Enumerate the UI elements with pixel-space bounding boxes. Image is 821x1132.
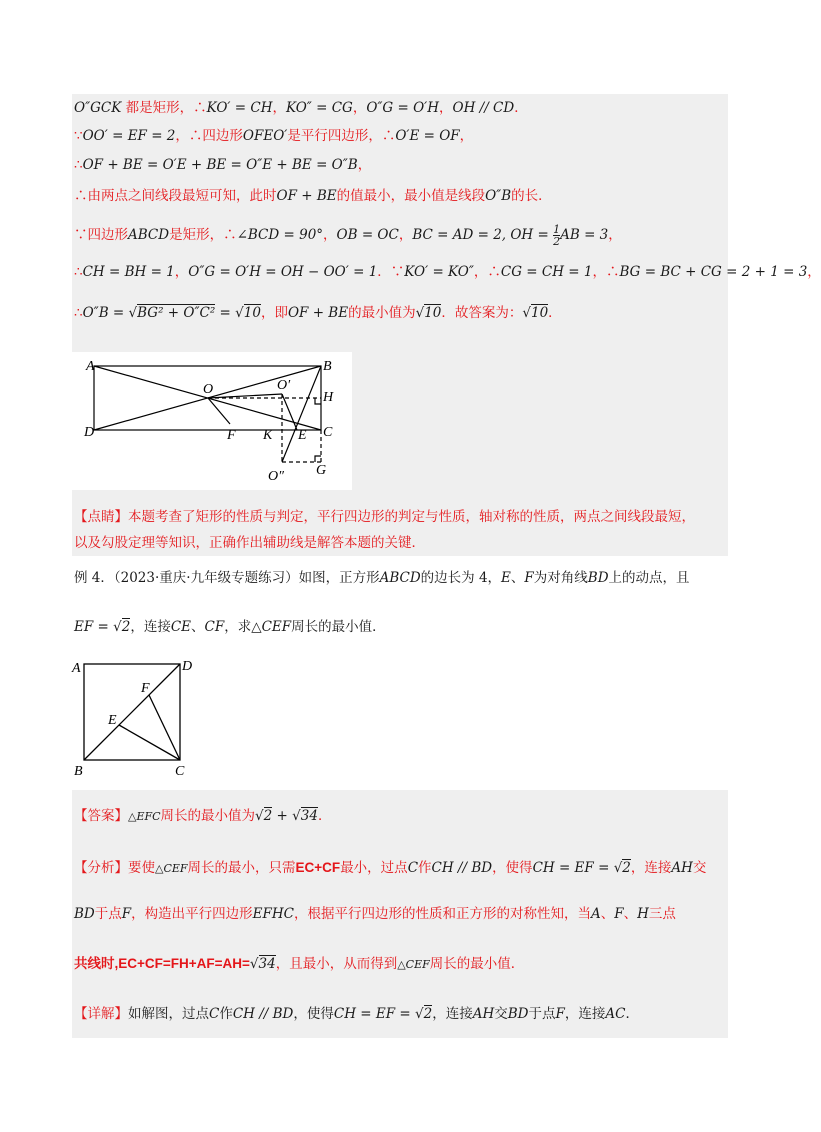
text: 最小，过点 (340, 860, 408, 876)
text: 三点 (648, 906, 676, 922)
text: ． (317, 808, 332, 824)
text: ． (514, 100, 528, 116)
math: O″B = (82, 305, 129, 321)
math: KO′ = KO″ (404, 264, 474, 280)
text: ， (357, 157, 372, 173)
text: ．故答案为： (441, 305, 523, 321)
math: O′E = OF (395, 128, 460, 144)
text: ， (352, 100, 367, 116)
label-g: G (316, 463, 327, 478)
analysis-tag: 【分析】 (74, 860, 128, 876)
sqrt-radicand: 2 (263, 808, 273, 824)
math: = (215, 305, 236, 321)
math: AB = 3 (560, 227, 609, 243)
math: △CEF (155, 862, 188, 875)
solution-line-2 (74, 126, 473, 146)
math: CH = EF = (532, 860, 614, 876)
text: ，且最小，从而得到 (275, 956, 398, 972)
example-4-line-1 (74, 568, 690, 588)
sqrt-radicand: 2 (121, 619, 131, 635)
solution-line-4 (74, 186, 552, 206)
math: CH // BD (232, 1006, 294, 1022)
text: 周长的最小值为 (160, 808, 256, 824)
math: CE (170, 619, 192, 635)
math: + (272, 808, 293, 824)
math: H (637, 906, 649, 922)
label-k: K (263, 428, 273, 443)
text: 是平行四边形，∴ (287, 128, 396, 144)
text: 共线时,EC+CF=FH+AF=AH= (74, 956, 250, 971)
text: 的最小值为 (348, 305, 416, 321)
math: F (555, 1006, 565, 1022)
math: EFHC (252, 906, 294, 922)
sqrt: √34 (249, 956, 276, 972)
math: KO′ = CH (206, 100, 273, 116)
analysis-line-2 (74, 904, 676, 924)
comment-line-1 (74, 507, 695, 527)
math: O″G = O′H (366, 100, 440, 116)
solution-line-1 (74, 98, 528, 118)
solution-line-3 (74, 155, 371, 175)
solution-line-7 (74, 303, 562, 323)
math: A (590, 906, 601, 922)
text: 都是矩形，∴ (121, 100, 207, 116)
math: BD (507, 1006, 529, 1022)
math: EF = (74, 619, 114, 635)
analysis-line-3 (74, 954, 524, 975)
answer-tag: 【答案】 (74, 808, 128, 824)
text: 的值最小，最小值是线段 (336, 188, 486, 204)
text: ∴ (74, 305, 83, 321)
math: O″G = O′H = OH − OO′ = 1 (188, 264, 378, 280)
text: 作 (219, 1006, 233, 1022)
text: 周长的最小值． (429, 956, 525, 972)
math: CH // BD (431, 860, 493, 876)
math: C (209, 1006, 220, 1022)
label-o: O (203, 382, 214, 397)
text: EC+CF (295, 860, 341, 875)
text: ，使得 (293, 1006, 334, 1022)
math: AC (605, 1006, 626, 1022)
text: 上的动点，且 (608, 570, 690, 586)
label-c: C (175, 764, 185, 779)
text: 如解图，过点 (128, 1006, 209, 1022)
text: 交 (692, 860, 707, 876)
text: ．∵ (377, 264, 405, 280)
math: OF + BE (276, 188, 337, 204)
math: △CEF (251, 619, 292, 635)
math: ABCD (379, 570, 421, 586)
math: BD (74, 906, 95, 922)
text: ， (608, 227, 622, 243)
sqrt-radicand: 10 (243, 305, 261, 321)
text: ， (174, 264, 189, 280)
text: ， (323, 227, 337, 243)
sqrt: √2 (113, 619, 131, 635)
sqrt-radicand: 2 (423, 1006, 433, 1022)
sqrt: √10 (522, 305, 549, 321)
label-o-prime: O′ (277, 378, 291, 393)
math: O″B (485, 188, 512, 204)
sqrt: √2 (613, 860, 631, 876)
text: ∵ (74, 128, 83, 144)
math: OF + BE = O′E + BE = O″E + BE = O″B (82, 157, 358, 173)
text: ，∴ (592, 264, 620, 280)
text: 的长． (511, 188, 552, 204)
math: C (407, 860, 419, 876)
math: OF + BE (287, 305, 349, 321)
text: 、 (510, 570, 525, 586)
text: 以及勾股定理等知识，正确作出辅助线是解答本题的关键． (74, 535, 425, 551)
math: AH (671, 860, 693, 876)
sqrt-radicand: 2 (622, 860, 631, 876)
label-d: D (84, 425, 95, 440)
segment-o-prime-e (282, 394, 297, 430)
right-angle-h (315, 398, 321, 404)
math: △CEF (397, 958, 430, 971)
label-a: A (86, 359, 95, 374)
example-4-line-2 (74, 617, 386, 637)
text: 本题考查了矩形的性质与判定，平行四边形的判定与性质，轴对称的性质，两点之间线段最短， (128, 509, 695, 525)
text: 于点 (94, 906, 122, 922)
text: ，连接 (130, 619, 171, 635)
text: ，使得 (492, 860, 533, 876)
sqrt: √10 (235, 305, 261, 321)
math: F (614, 906, 624, 922)
right-angle-g (315, 456, 321, 462)
solution-line-5 (74, 224, 622, 247)
sqrt-radicand: BG² + O″C² (137, 305, 216, 321)
label-e: E (108, 713, 117, 728)
text: 例 4．（2023·重庆·九年级专题练习）如图，正方形 (74, 570, 380, 586)
sqrt-radicand: 10 (530, 305, 549, 321)
label-d: D (182, 659, 193, 674)
text: 周长的最小值． (291, 619, 386, 635)
figure-1 (72, 352, 352, 490)
text: 周长的最小，只需 (187, 860, 296, 876)
detail-line (74, 1004, 639, 1024)
text: ∴ (74, 157, 83, 173)
text: 是矩形，∴ (169, 227, 237, 243)
text: 、 (600, 906, 615, 922)
text: 、 (191, 619, 205, 635)
analysis-line-1 (74, 858, 706, 879)
sqrt-radicand: 34 (258, 956, 276, 972)
text: ，∴四边形 (175, 128, 243, 144)
answer-line (74, 806, 331, 827)
sqrt: √2 (415, 1006, 433, 1022)
segment-ce (119, 725, 180, 760)
detail-tag: 【详解】 (74, 1006, 128, 1022)
math: E (501, 570, 511, 586)
text: ，构造出平行四边形 (131, 906, 253, 922)
text: ， (807, 264, 821, 280)
math: △EFC (128, 810, 161, 823)
text: 交 (494, 1006, 508, 1022)
sqrt: √BG² + O″C² (128, 305, 216, 321)
text: 要使 (128, 860, 155, 876)
math: BG = BC + CG = 2 + 1 = 3 (619, 264, 808, 280)
text: ，连接 (630, 860, 672, 876)
denominator: 2 (553, 235, 561, 248)
text: ，连接 (432, 1006, 473, 1022)
label-a: A (72, 661, 81, 676)
text: ，∴ (473, 264, 501, 280)
text: ， (272, 100, 286, 116)
text: 、 (623, 906, 638, 922)
segment-of (208, 398, 230, 424)
math: OFEO′ (242, 128, 288, 144)
sqrt-radicand: 10 (424, 305, 442, 321)
math: ABCD (128, 227, 170, 243)
label-e: E (298, 428, 307, 443)
text: ， (398, 227, 413, 243)
math: ∠BCD = 90° (236, 227, 324, 243)
math: O″GCK (74, 100, 122, 116)
math: CG = CH = 1 (500, 264, 593, 280)
text: ， (439, 100, 453, 116)
text: ． (625, 1006, 639, 1022)
math: CF (204, 619, 225, 635)
diagonal-bd (84, 664, 180, 760)
sqrt: √2 (255, 808, 273, 824)
text: ，连接 (564, 1006, 606, 1022)
numerator: 1 (553, 223, 561, 236)
math: AH (472, 1006, 495, 1022)
label-o-double-prime: O″ (268, 469, 284, 484)
sqrt-radicand: 34 (300, 808, 318, 824)
math: CH = BH = 1 (82, 264, 175, 280)
math: OH // CD (452, 100, 515, 116)
text: ， (459, 128, 474, 144)
label-f: F (141, 681, 150, 696)
label-h: H (323, 390, 334, 405)
text: 作 (418, 860, 432, 876)
text: ． (548, 305, 562, 321)
label-f: F (227, 428, 236, 443)
label-b: B (74, 764, 83, 779)
math: BD (587, 570, 609, 586)
text: ∴ (74, 264, 83, 280)
text: ，求 (224, 619, 252, 635)
math: CH = EF = (333, 1006, 415, 1022)
math: OB = OC (336, 227, 399, 243)
label-c: C (323, 425, 333, 440)
solution-line-6 (74, 262, 821, 282)
comment-tag: 【点睛】 (74, 509, 128, 525)
text: ，即 (260, 305, 288, 321)
math: OO′ = EF = 2 (82, 128, 176, 144)
comment-line-2 (74, 533, 425, 553)
segment-cf (149, 695, 180, 760)
sqrt: √34 (292, 808, 318, 824)
text: ，根据平行四边形的性质和正方形的对称性知，当 (293, 906, 591, 922)
label-b: B (323, 359, 332, 374)
sqrt: √10 (415, 305, 442, 321)
math: KO″ = CG (285, 100, 353, 116)
text: ∵四边形 (74, 227, 128, 243)
text: 于点 (528, 1006, 556, 1022)
text: 为对角线 (533, 570, 588, 586)
text: ∴由两点之间线段最短可知，此时 (74, 188, 277, 204)
text: 的边长为 4， (420, 570, 502, 586)
math: F (524, 570, 534, 586)
figure-2 (70, 654, 200, 780)
math: F (121, 906, 132, 922)
math: BC = AD = 2, OH = (412, 227, 554, 243)
